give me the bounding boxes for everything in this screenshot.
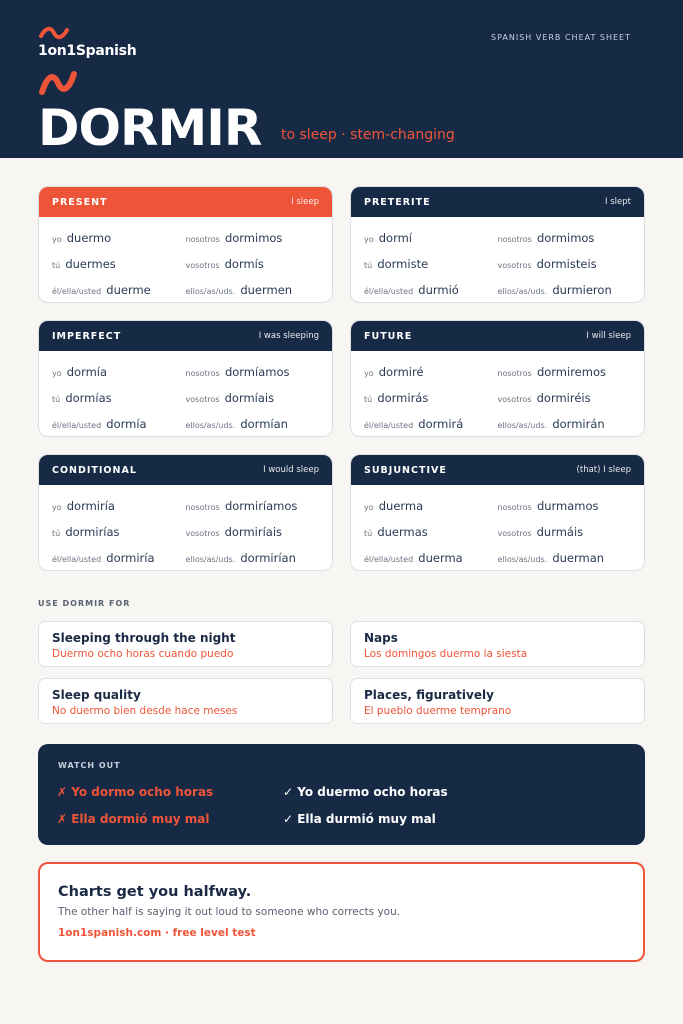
- verb-form: dormirán: [552, 416, 605, 431]
- verb-form: dormiré: [378, 364, 424, 379]
- pronoun: yo: [52, 368, 62, 378]
- use-example: Los domingos duermo la siesta: [364, 648, 528, 660]
- verb-form: dormías: [65, 390, 112, 405]
- conjugation-row: [364, 517, 631, 543]
- verb-form: dormiréis: [536, 390, 591, 405]
- logo-text: 1on1Spanish: [38, 43, 137, 59]
- tense-title: PRESENT: [52, 196, 108, 208]
- conjugation-row: [364, 383, 631, 409]
- uses-section-label: USE DORMIR FOR: [38, 599, 131, 608]
- verb-form: dormís: [224, 256, 264, 271]
- tense-title: IMPERFECT: [52, 330, 122, 342]
- conjugation-row: [364, 275, 631, 301]
- tense-title: FUTURE: [364, 330, 413, 342]
- conjugation-row: [364, 409, 631, 435]
- conjugation-row: [52, 543, 319, 569]
- pronoun: él/ella/usted: [364, 286, 414, 296]
- conjugation-row: [52, 275, 319, 301]
- pronoun: tú: [52, 528, 61, 538]
- card-header: [351, 455, 644, 485]
- card-header: [351, 321, 644, 351]
- verb-form: dormíamos: [224, 364, 290, 379]
- pronoun: él/ella/usted: [52, 286, 102, 296]
- pronoun: tú: [364, 260, 373, 270]
- pronoun: tú: [364, 394, 373, 404]
- conjugation-row: [52, 491, 319, 517]
- conjugation-row: [364, 223, 631, 249]
- verb-form: duerme: [106, 282, 151, 297]
- pronoun: él/ella/usted: [364, 554, 414, 564]
- squiggle-icon: [38, 68, 78, 98]
- verb-form: durmieron: [552, 282, 612, 297]
- cta-text: The other half is saying it out loud to someone who corrects you.: [58, 906, 401, 918]
- verb-form: durmió: [418, 282, 459, 297]
- pronoun: ellos/as/uds.: [185, 286, 236, 296]
- verb-form: dormimos: [224, 230, 283, 245]
- conjugation-row: [52, 223, 319, 249]
- conjugation-row: [364, 357, 631, 383]
- conjugation-row: [364, 543, 631, 569]
- pronoun: yo: [364, 502, 374, 512]
- verb-form: dormiría: [106, 550, 155, 565]
- verb-subtitle: to sleep · stem-changing: [281, 127, 455, 143]
- cta-box: [38, 862, 645, 962]
- use-example: No duermo bien desde hace meses: [52, 705, 238, 717]
- verb-form: duermes: [65, 256, 116, 271]
- verb-form: dormirás: [377, 390, 429, 405]
- pronoun: él/ella/usted: [52, 554, 102, 564]
- use-card: [350, 678, 645, 724]
- card-header: [39, 455, 332, 485]
- verb-title: DORMIR: [38, 99, 262, 157]
- use-title: Places, figuratively: [364, 688, 494, 702]
- conjugation-row: [364, 491, 631, 517]
- use-title: Naps: [364, 631, 398, 645]
- tense-translation: (that) I sleep: [576, 465, 631, 475]
- verb-form: duermo: [66, 230, 112, 245]
- verb-form: dormisteis: [536, 256, 597, 271]
- verb-form: dormiríais: [224, 524, 283, 539]
- pronoun: vosotros: [185, 260, 220, 270]
- pronoun: ellos/as/uds.: [497, 286, 548, 296]
- verb-form: dormirá: [418, 416, 464, 431]
- pronoun: ellos/as/uds.: [185, 420, 236, 430]
- verb-form: duerma: [378, 498, 424, 513]
- pronoun: vosotros: [497, 394, 532, 404]
- tense-translation: I sleep: [291, 197, 319, 207]
- use-example: El pueblo duerme temprano: [364, 705, 512, 717]
- verb-form: dormimos: [536, 230, 595, 245]
- verb-form: duermen: [240, 282, 293, 297]
- tense-translation: I was sleeping: [258, 331, 319, 341]
- use-example: Duermo ocho horas cuando puedo: [52, 648, 234, 660]
- pronoun: nosotros: [185, 234, 220, 244]
- use-card: [38, 621, 333, 667]
- pronoun: ellos/as/uds.: [185, 554, 236, 564]
- watch-out-panel: [38, 744, 645, 845]
- conjugation-row: [52, 249, 319, 275]
- verb-form: duerman: [552, 550, 605, 565]
- conjugation-row: [52, 383, 319, 409]
- pronoun: tú: [52, 260, 61, 270]
- tense-title: PRETERITE: [364, 196, 431, 208]
- card-header: [39, 187, 332, 217]
- verb-form: duermas: [377, 524, 428, 539]
- pronoun: nosotros: [185, 368, 220, 378]
- pronoun: tú: [364, 528, 373, 538]
- pronoun: nosotros: [497, 368, 532, 378]
- present-card: [38, 186, 333, 303]
- pronoun: él/ella/usted: [52, 420, 102, 430]
- correct-example: ✓ Yo duermo ocho horas: [283, 785, 448, 799]
- verb-form: duerma: [418, 550, 463, 565]
- pronoun: nosotros: [497, 234, 532, 244]
- wrong-example: ✗ Yo dormo ocho horas: [57, 785, 214, 799]
- pronoun: yo: [364, 368, 374, 378]
- pronoun: ellos/as/uds.: [497, 420, 548, 430]
- verb-form: dormían: [240, 416, 288, 431]
- tense-translation: I would sleep: [263, 465, 319, 475]
- conjugation-row: [52, 517, 319, 543]
- pronoun: tú: [52, 394, 61, 404]
- pronoun: vosotros: [185, 528, 220, 538]
- pronoun: vosotros: [497, 260, 532, 270]
- verb-form: dormíais: [224, 390, 275, 405]
- tense-title: SUBJUNCTIVE: [364, 464, 447, 476]
- verb-form: durmamos: [536, 498, 599, 513]
- verb-form: dormí: [378, 230, 412, 245]
- wrong-example: ✗ Ella dormió muy mal: [57, 812, 210, 826]
- watch-out-label: WATCH OUT: [58, 761, 121, 770]
- cta-link[interactable]: 1on1spanish.com · free level test: [58, 927, 256, 939]
- pronoun: vosotros: [497, 528, 532, 538]
- verb-form: dormiremos: [536, 364, 606, 379]
- pronoun: él/ella/usted: [364, 420, 414, 430]
- tense-title: CONDITIONAL: [52, 464, 137, 476]
- pronoun: ellos/as/uds.: [497, 554, 548, 564]
- use-title: Sleep quality: [52, 688, 141, 702]
- tense-translation: I slept: [605, 197, 631, 207]
- verb-form: dormirían: [240, 550, 296, 565]
- preterite-card: [350, 186, 645, 303]
- header: [0, 0, 683, 158]
- card-header: [351, 187, 644, 217]
- verb-form: durmáis: [536, 524, 584, 539]
- pronoun: yo: [364, 234, 374, 244]
- pronoun: yo: [52, 502, 62, 512]
- verb-form: dormía: [106, 416, 147, 431]
- pronoun: nosotros: [497, 502, 532, 512]
- conjugation-row: [364, 249, 631, 275]
- conjugation-row: [52, 357, 319, 383]
- verb-form: dormiste: [377, 256, 429, 271]
- cta-title: Charts get you halfway.: [58, 884, 252, 900]
- conjugation-row: [52, 409, 319, 435]
- verb-form: dormiríamos: [224, 498, 298, 513]
- verb-form: dormirías: [65, 524, 120, 539]
- use-card: [38, 678, 333, 724]
- logo-squiggle-icon: [38, 26, 70, 40]
- sheet-label: SPANISH VERB CHEAT SHEET: [491, 33, 631, 42]
- verb-form: dormía: [66, 364, 108, 379]
- use-title: Sleeping through the night: [52, 631, 236, 645]
- pronoun: nosotros: [185, 502, 220, 512]
- card-header: [39, 321, 332, 351]
- conditional-card: [38, 454, 333, 571]
- tense-translation: I will sleep: [586, 331, 631, 341]
- pronoun: yo: [52, 234, 62, 244]
- verb-form: dormiría: [66, 498, 115, 513]
- use-card: [350, 621, 645, 667]
- future-card: [350, 320, 645, 437]
- correct-example: ✓ Ella durmió muy mal: [283, 812, 436, 826]
- imperfect-card: [38, 320, 333, 437]
- pronoun: vosotros: [185, 394, 220, 404]
- subjunctive-card: [350, 454, 645, 571]
